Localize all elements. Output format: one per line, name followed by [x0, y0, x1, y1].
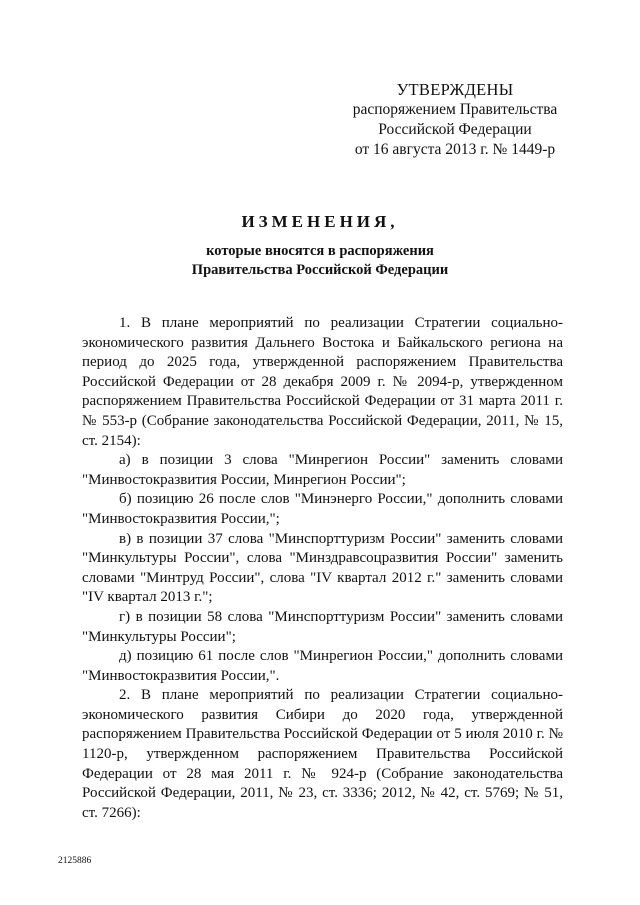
- document-body: [82, 314, 563, 823]
- subtitle-line-2: Правительства Российской Федерации: [191, 262, 449, 278]
- approval-heading: УТВЕРЖДЕНЫ: [396, 80, 514, 99]
- subtitle-line-1: которые вносятся в распоряжения: [206, 243, 434, 259]
- document-title: ИЗМЕНЕНИЯ,: [241, 212, 399, 231]
- item-g: г) в позиции 58 слова "Минспорттуризм России" заменить словами "Минкультуры России";: [82, 608, 563, 645]
- approval-line-3: от 16 августа 2013 г. № 1449-р: [354, 141, 556, 158]
- item-v: в) в позиции 37 слова "Минспорттуризм России" заменить словами "Минкультуры России", слова "Минздравсоцразвития России" заменить словами "Минтруд России", слова "IV квартал 2012 г." заменить словами "IV квартал 2013 г.";: [82, 530, 563, 606]
- approval-block: [330, 80, 580, 160]
- document-code: 2125886: [58, 856, 92, 866]
- paragraph-1: 1. В плане мероприятий по реализации Стратегии социально-экономического развития Дальнего Востока и Байкальского региона на период до 2025 года, утвержденной распоряжением Правительства Российской Федерации от 28 декабря 2009 г. № 2094-р, утвержденном распоряжением Правительства Российской Федерации от 31 марта 2011 г. № 553-р (Собрание законодательства Российской Федерации, 2011, № 15, ст. 2154):: [82, 315, 563, 449]
- item-a: а) в позиции 3 слова "Минрегион России" заменить словами "Минвостокразвития России, Минрегион России";: [82, 452, 563, 488]
- item-b: б) позицию 26 после слов "Минэнерго России," дополнить словами "Минвостокразвития России,";: [82, 491, 563, 527]
- approval-line-2: Российской Федерации: [378, 121, 532, 138]
- item-d: д) позицию 61 после слов "Минрегион России," дополнить словами "Минвостокразвития России,".: [82, 648, 563, 684]
- document-subtitle: [0, 242, 640, 280]
- approval-line-1: распоряжением Правительства: [352, 101, 558, 118]
- paragraph-2: 2. В плане мероприятий по реализации Стратегии социально-экономического развития Сибири до 2020 года, утвержденной распоряжением Правительства Российской Федерации от 5 июля 2010 г. № 1120-р, утвержденном распоряжением Правительства Российской Федерации от 28 мая 2011 г. № 924-р (Собрание законодательства Российской Федерации, 2011, № 23, ст. 3336; 2012, № 42, ст. 5769; № 51, ст. 7266):: [82, 687, 563, 821]
